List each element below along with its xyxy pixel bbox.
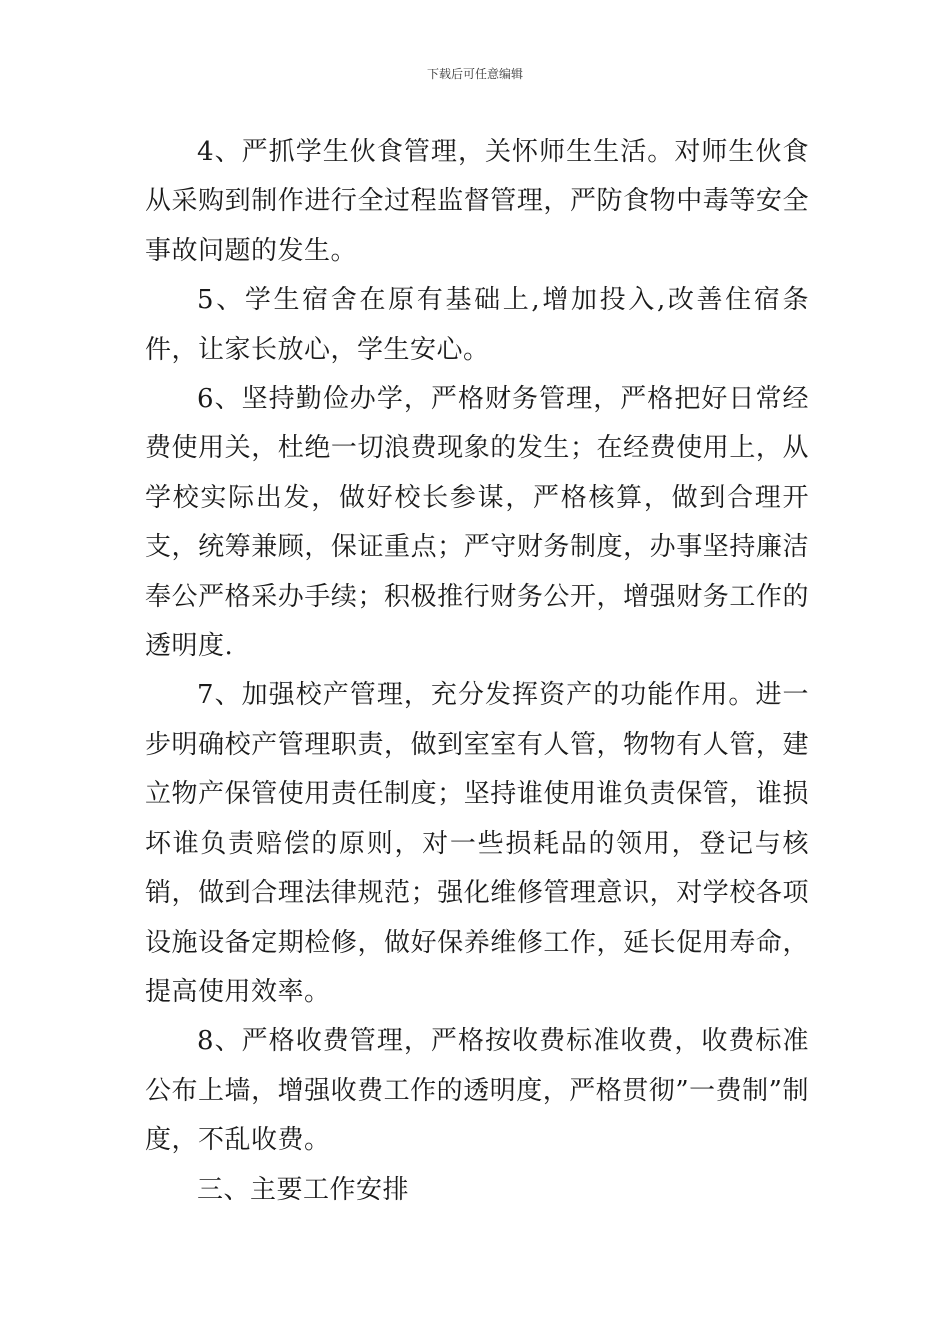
paragraph-item-8: 8、严格收费管理，严格按收费标准收费，收费标准公布上墙，增强收费工作的透明度，严格贯彻”一费制”制度，不乱收费。 — [145, 1026, 809, 1156]
page-header-note: 下载后可任意编辑 — [426, 67, 523, 81]
paragraph-item-6: 6、坚持勤俭办学，严格财务管理，严格把好日常经费使用关，杜绝一切浪费现象的发生；在经费使用上，从学校实际出发，做好校长参谋，严格核算，做到合理开支，统筹兼顾，保证重点；严守财务制度，办事坚持廉洁奉公严格采办手续；积极推行财务公开，增强财务工作的透明度. — [145, 384, 809, 662]
paragraph-item-4: 4、严抓学生伙食管理，关怀师生生活。对师生伙食从采购到制作进行全过程监督管理，严防食物中毒等安全事故问题的发生。 — [145, 137, 809, 266]
section-heading: 三、主要工作安排 — [197, 1174, 410, 1205]
paragraph-item-7: 7、加强校产管理，充分发挥资产的功能作用。进一步明确校产管理职责，做到室室有人管，物物有人管，建立物产保管使用责任制度；坚持谁使用谁负责保管，谁损坏谁负责赔偿的原则，对一些损耗品的领用，登记与核销，做到合理法律规范；强化维修管理意识，对学校各项设施设备定期检修，做好保养维修工作，延长促用寿命，提高使用效率。 — [145, 680, 809, 1007]
document-body — [145, 128, 809, 1215]
paragraph-item-5: 5、学生宿舍在原有基础上,增加投入,改善住宿条件，让家长放心，学生安心。 — [145, 285, 809, 365]
